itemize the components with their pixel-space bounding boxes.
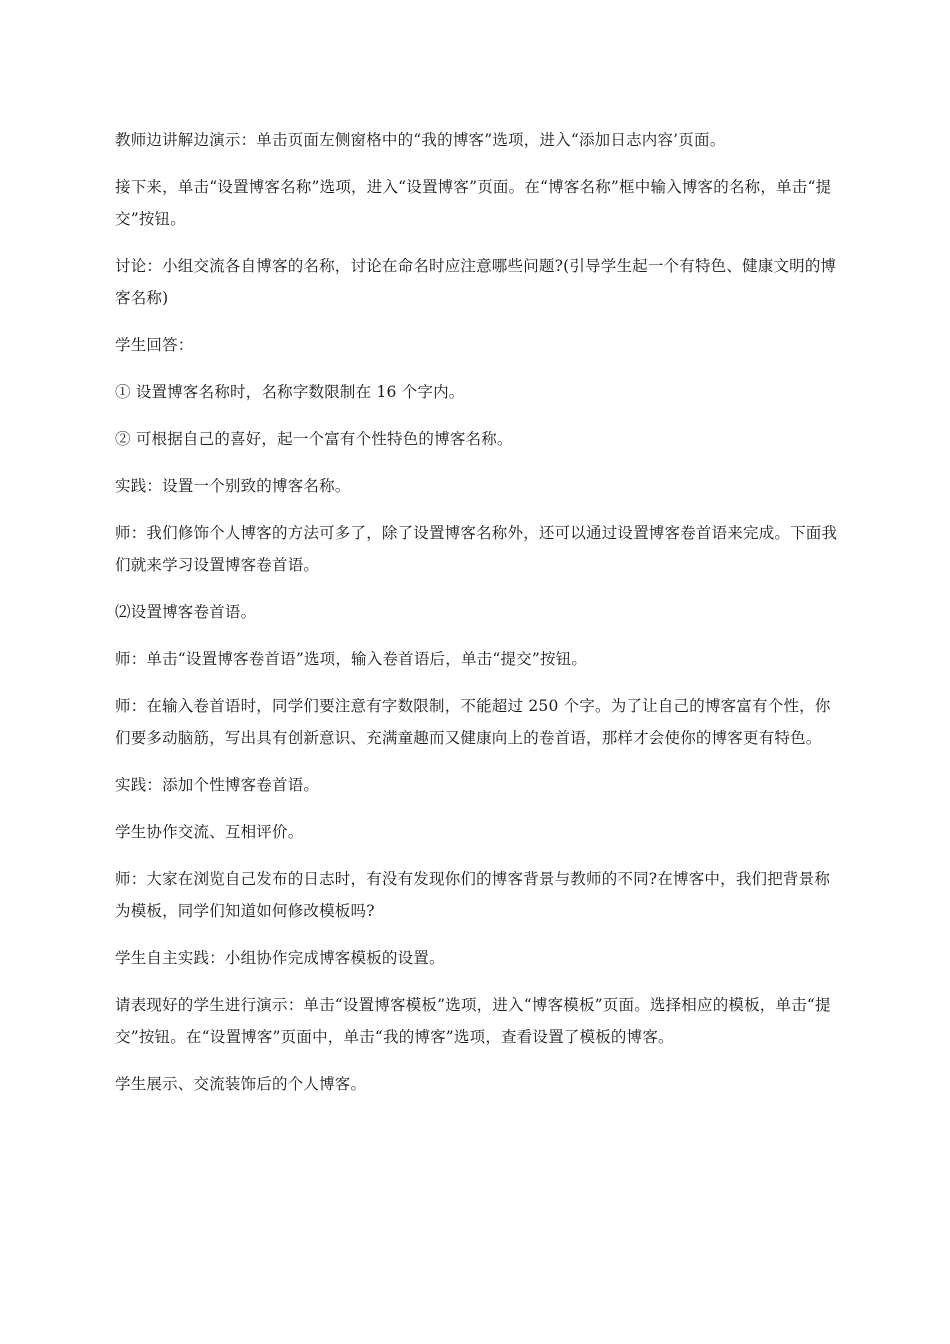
document-body (115, 124, 845, 1115)
paragraph-teacher-click: 师：单击“设置博客卷首语”选项，输入卷首语后，单击“提交”按钮。 (115, 650, 588, 668)
paragraph-teacher-limit: 师：在输入卷首语时，同学们要注意有字数限制，不能超过 250 个字。为了让自己的博客富有个性，你们要多动脑筋，写出具有创新意识、充满童趣而又健康向上的卷首语，那样才会使你的博客更有特色。 (115, 697, 831, 747)
paragraph-teacher-template: 师：大家在浏览自己发布的日志时，有没有发现你们的博客背景与教师的不同?在博客中，我们把背景称为模板，同学们知道如何修改模板吗? (115, 870, 831, 920)
paragraph-set-blog-name: 接下来，单击“设置博客名称”选项，进入“设置博客”页面。在“博客名称”框中输入博客的名称，单击“提交”按钮。 (115, 178, 832, 228)
paragraph-student-answer: 学生回答： (115, 336, 194, 354)
paragraph-demo-intro: 教师边讲解边演示：单击页面左侧窗格中的“我的博客”选项，进入“添加日志内容’页面。 (115, 131, 726, 149)
paragraph-practice-preface: 实践：添加个性博客卷首语。 (115, 776, 320, 794)
paragraph-showcase: 学生展示、交流装饰后的个人博客。 (115, 1075, 367, 1093)
paragraph-self-practice: 学生自主实践：小组协作完成博客模板的设置。 (115, 949, 445, 967)
paragraph-teacher-decorate: 师：我们修饰个人博客的方法可多了，除了设置博客名称外，还可以通过设置博客卷首语来完成。下面我们就来学习设置博客卷首语。 (115, 524, 838, 574)
paragraph-practice-name: 实践：设置一个别致的博客名称。 (115, 477, 351, 495)
paragraph-answer-2: ② 可根据自己的喜好，起一个富有个性特色的博客名称。 (115, 430, 513, 448)
paragraph-discussion: 讨论：小组交流各自博客的名称，讨论在命名时应注意哪些问题?(引导学生起一个有特色、健康文明的博客名称) (115, 257, 837, 307)
paragraph-answer-1: ① 设置博客名称时，名称字数限制在 16 个字内。 (115, 383, 465, 401)
paragraph-section-heading: ⑵设置博客卷首语。 (115, 603, 257, 621)
paragraph-demo-template: 请表现好的学生进行演示：单击“设置博客模板”选项，进入“博客模板”页面。选择相应的模板，单击“提交”按钮。在“设置博客”页面中，单击“我的博客”选项，查看设置了模板的博客。 (115, 996, 831, 1046)
paragraph-cooperate: 学生协作交流、互相评价。 (115, 823, 304, 841)
